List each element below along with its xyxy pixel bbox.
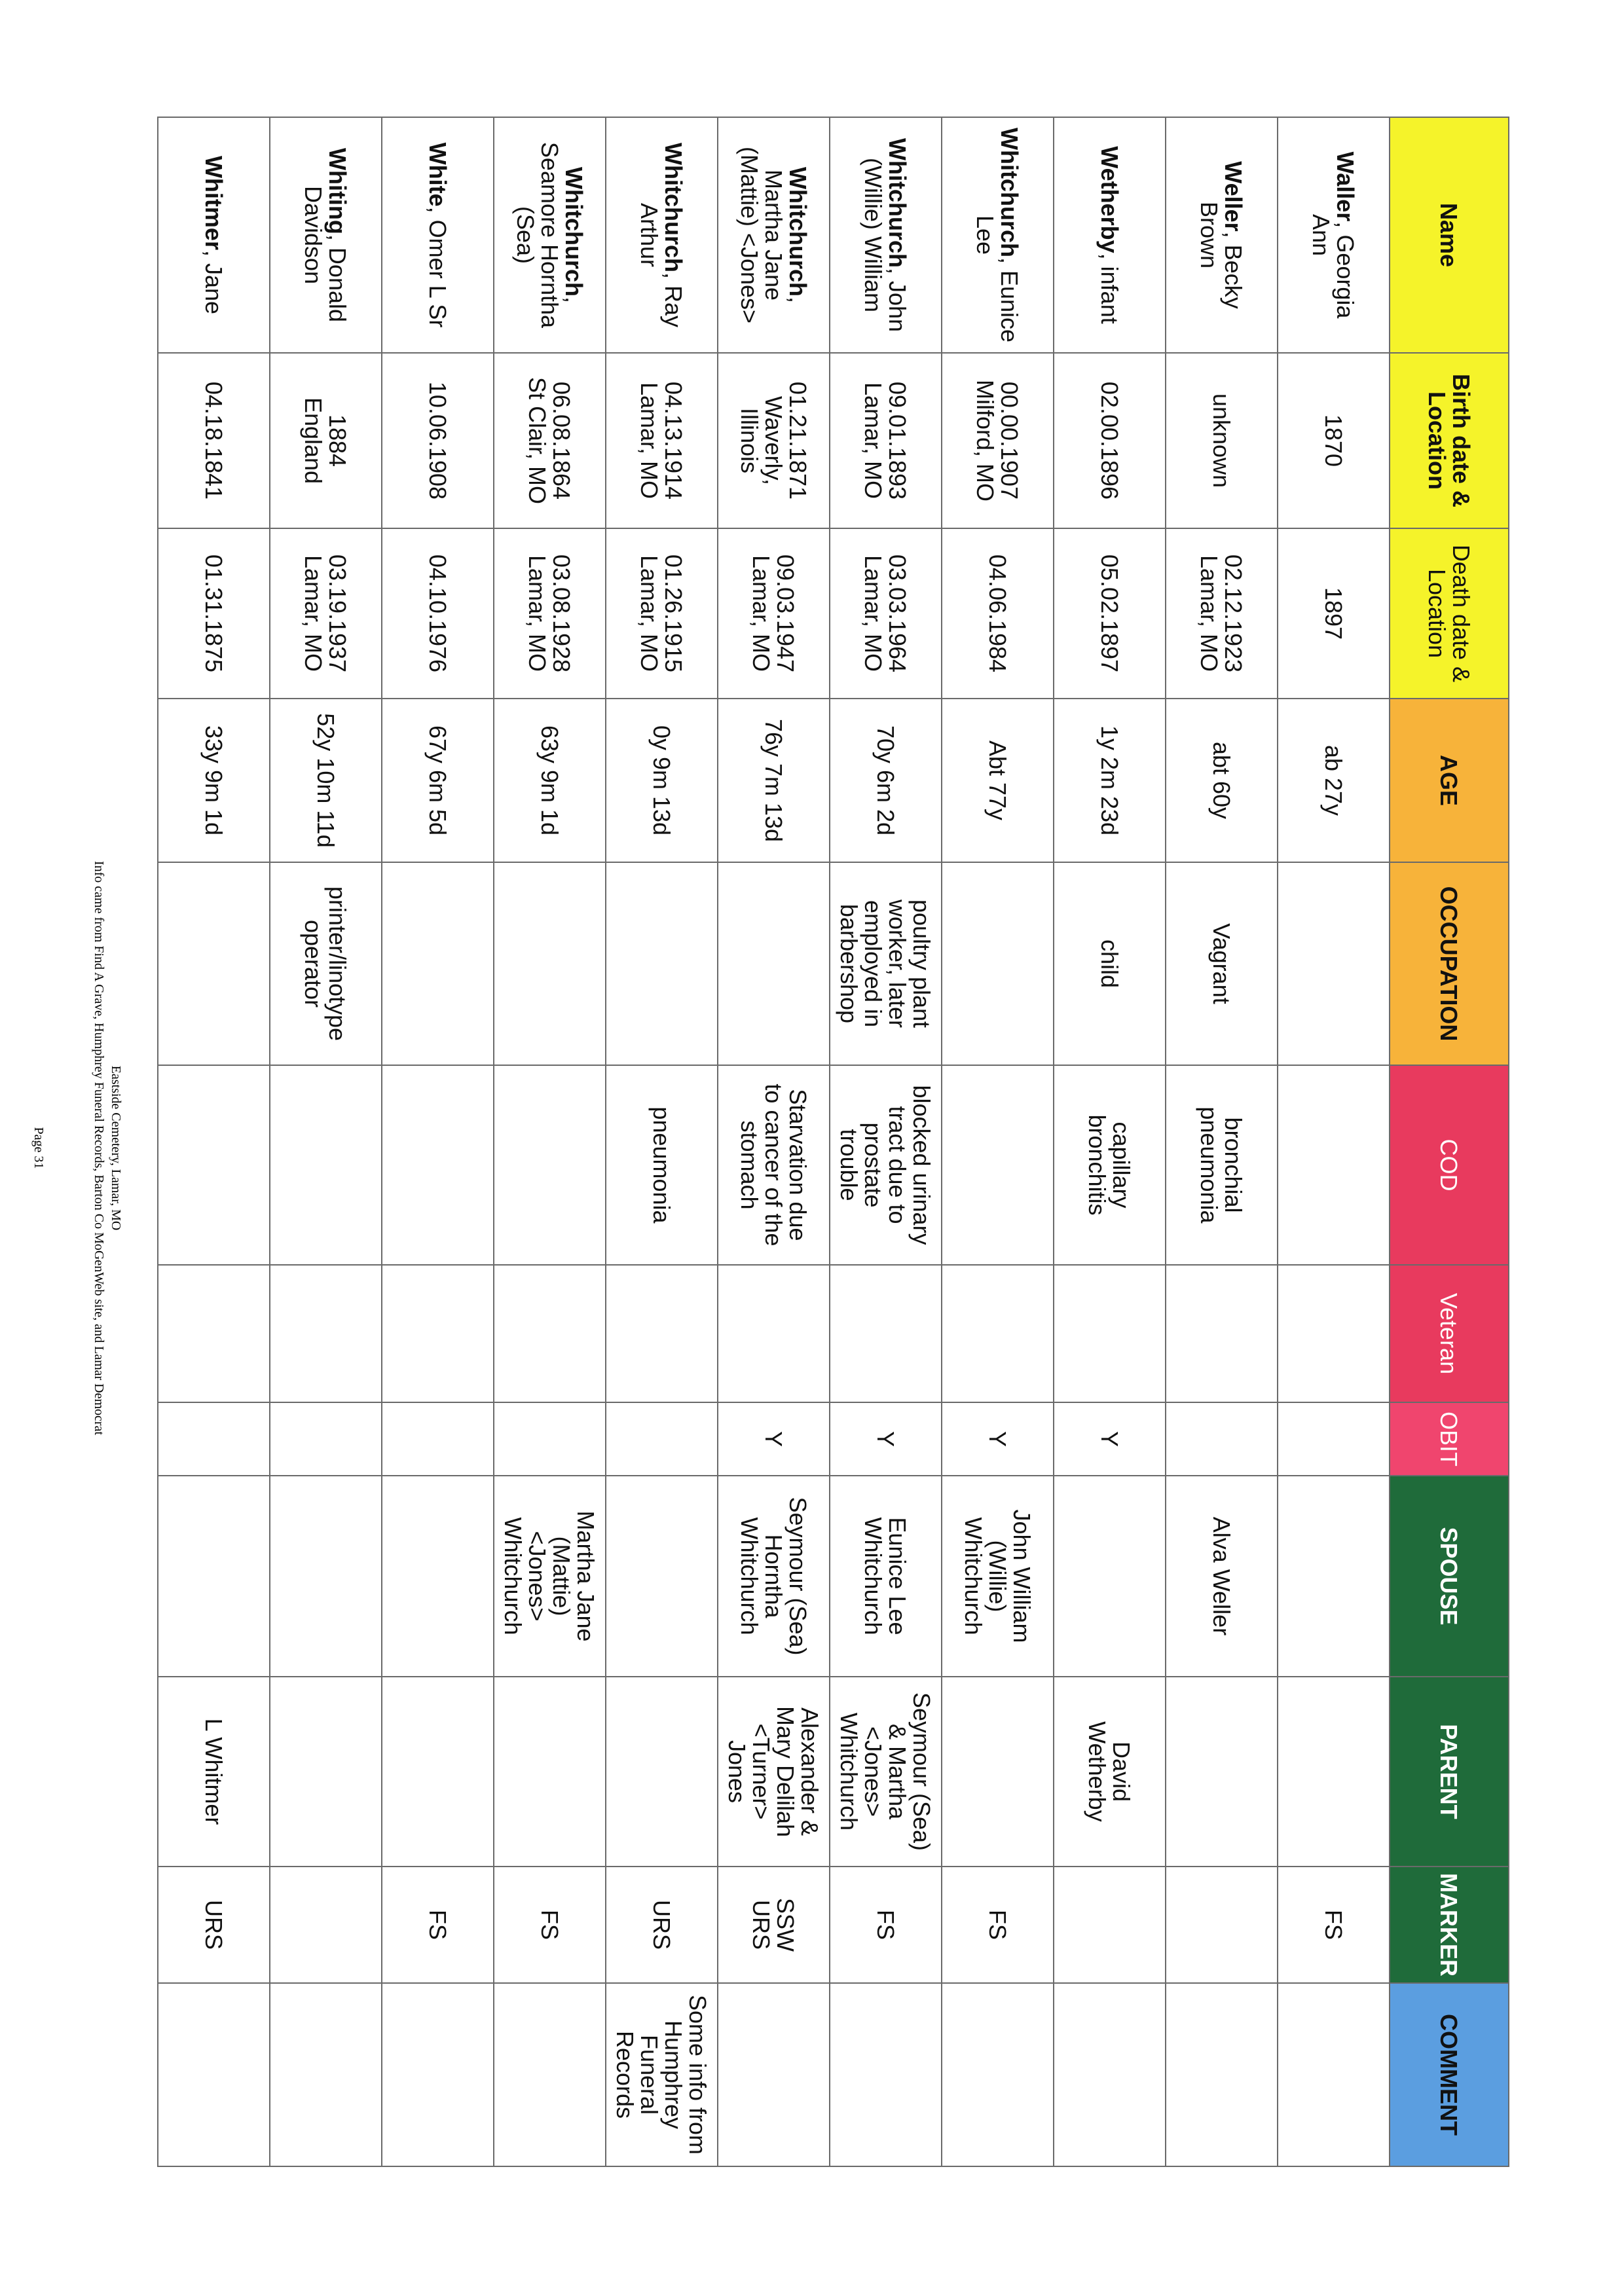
cod-cell bbox=[270, 1065, 382, 1265]
cod-cell: bronchial pneumonia bbox=[1166, 1065, 1278, 1265]
name-cell bbox=[158, 117, 270, 353]
occupation-cell: poultry plant worker, later employed in barbershop bbox=[830, 862, 942, 1065]
comment-cell bbox=[382, 1983, 494, 2166]
birth-cell: unknown bbox=[1166, 353, 1278, 528]
obit-cell bbox=[1166, 1402, 1278, 1476]
burial-records-table bbox=[157, 117, 1509, 2167]
surname: Weller bbox=[1220, 161, 1247, 232]
col-marker: MARKER bbox=[1390, 1867, 1509, 1983]
marker-cell: FS bbox=[382, 1867, 494, 1983]
surname: Whitchurch bbox=[784, 167, 811, 297]
veteran-cell bbox=[494, 1265, 606, 1402]
occupation-cell bbox=[158, 862, 270, 1065]
table-row bbox=[494, 117, 606, 2166]
table-row bbox=[382, 117, 494, 2166]
occupation-cell: printer/linotype operator bbox=[270, 862, 382, 1065]
veteran-cell bbox=[1278, 1265, 1390, 1402]
death-cell: 05.02.1897 bbox=[1054, 528, 1166, 699]
marker-cell: FS bbox=[830, 1867, 942, 1983]
surname: Whiting bbox=[324, 147, 352, 234]
obit-cell bbox=[494, 1402, 606, 1476]
table-body bbox=[158, 117, 1390, 2166]
veteran-cell bbox=[270, 1265, 382, 1402]
given-name: , Omer L Sr bbox=[424, 206, 451, 328]
veteran-cell bbox=[1054, 1265, 1166, 1402]
occupation-cell: Vagrant bbox=[1166, 862, 1278, 1065]
col-death: Death date & Location bbox=[1390, 528, 1509, 699]
comment-cell bbox=[1166, 1983, 1278, 2166]
death-cell: 03.19.1937 Lamar, MO bbox=[270, 528, 382, 699]
parent-cell bbox=[270, 1677, 382, 1867]
obit-cell: Y bbox=[718, 1402, 830, 1476]
birth-cell: 1884 England bbox=[270, 353, 382, 528]
birth-cell: 04.18.1841 bbox=[158, 353, 270, 528]
cod-cell: capillary bronchitis bbox=[1054, 1065, 1166, 1265]
spouse-cell bbox=[382, 1476, 494, 1677]
given-name: , John (Willie) William bbox=[860, 158, 912, 333]
veteran-cell bbox=[1166, 1265, 1278, 1402]
marker-cell: FS bbox=[1278, 1867, 1390, 1983]
obit-cell: Y bbox=[830, 1402, 942, 1476]
col-cod: COD bbox=[1390, 1065, 1509, 1265]
surname: Wetherby bbox=[1096, 146, 1123, 253]
surname: Whitchurch bbox=[996, 127, 1024, 257]
comment-cell bbox=[1054, 1983, 1166, 2166]
marker-cell: URS bbox=[158, 1867, 270, 1983]
col-comment: COMMENT bbox=[1390, 1983, 1509, 2166]
death-cell: 04.10.1976 bbox=[382, 528, 494, 699]
birth-cell: 1870 bbox=[1278, 353, 1390, 528]
header-row bbox=[1390, 117, 1509, 2166]
spouse-cell bbox=[270, 1476, 382, 1677]
parent-cell bbox=[1278, 1677, 1390, 1867]
death-cell: 03.03.1964 Lamar, MO bbox=[830, 528, 942, 699]
col-obit: OBIT bbox=[1390, 1402, 1509, 1476]
marker-cell bbox=[1166, 1867, 1278, 1983]
death-cell: 02.12.1923 Lamar, MO bbox=[1166, 528, 1278, 699]
age-cell: 52y 10m 11d bbox=[270, 699, 382, 862]
occupation-cell bbox=[718, 862, 830, 1065]
comment-cell bbox=[158, 1983, 270, 2166]
cod-cell: Starvation due to cancer of the stomach bbox=[718, 1065, 830, 1265]
age-cell: abt 60y bbox=[1166, 699, 1278, 862]
age-cell: 67y 6m 5d bbox=[382, 699, 494, 862]
occupation-cell bbox=[1278, 862, 1390, 1065]
obit-cell: Y bbox=[942, 1402, 1054, 1476]
spouse-cell: Martha Jane (Mattie) <Jones> Whitchurch bbox=[494, 1476, 606, 1677]
marker-cell bbox=[270, 1867, 382, 1983]
veteran-cell bbox=[382, 1265, 494, 1402]
spouse-cell bbox=[1054, 1476, 1166, 1677]
table-row bbox=[606, 117, 718, 2166]
occupation-cell bbox=[494, 862, 606, 1065]
birth-cell: 09.01.1893 Lamar, MO bbox=[830, 353, 942, 528]
age-cell: 33y 9m 1d bbox=[158, 699, 270, 862]
birth-cell: 02.00.1896 bbox=[1054, 353, 1166, 528]
cod-cell bbox=[942, 1065, 1054, 1265]
col-veteran: Veteran bbox=[1390, 1265, 1509, 1402]
parent-cell bbox=[606, 1677, 718, 1867]
header-title: Eastside Cemetery, Lamar, MO bbox=[109, 1065, 123, 1231]
surname: Waller bbox=[1332, 151, 1359, 222]
comment-cell: Some info from Humphrey Funeral Records bbox=[606, 1983, 718, 2166]
parent-cell bbox=[382, 1677, 494, 1867]
death-cell: 1897 bbox=[1278, 528, 1390, 699]
cod-cell bbox=[382, 1065, 494, 1265]
name-cell bbox=[942, 117, 1054, 353]
marker-cell: SSW URS bbox=[718, 1867, 830, 1983]
birth-cell: 06.08.1864 St Clair, MO bbox=[494, 353, 606, 528]
parent-cell bbox=[942, 1677, 1054, 1867]
page-number: Page 31 bbox=[31, 1127, 46, 1169]
col-occupation: OCCUPATION bbox=[1390, 862, 1509, 1065]
surname: Whitchurch bbox=[561, 167, 587, 297]
name-cell bbox=[830, 117, 942, 353]
spouse-cell: John William (Willie) Whitchurch bbox=[942, 1476, 1054, 1677]
parent-cell: Alexander & Mary Delilah <Turner> Jones bbox=[718, 1677, 830, 1867]
spouse-cell: Alva Weller bbox=[1166, 1476, 1278, 1677]
given-name: , Eunice Lee bbox=[972, 215, 1024, 343]
birth-cell: 10.06.1908 bbox=[382, 353, 494, 528]
comment-cell bbox=[494, 1983, 606, 2166]
parent-cell bbox=[1166, 1677, 1278, 1867]
marker-cell: FS bbox=[494, 1867, 606, 1983]
veteran-cell bbox=[718, 1265, 830, 1402]
given-name: , Ray Arthur bbox=[636, 202, 688, 327]
name-cell bbox=[606, 117, 718, 353]
death-cell: 04.06.1984 bbox=[942, 528, 1054, 699]
col-birth: Birth date & Location bbox=[1390, 353, 1509, 528]
given-name: , Donald Davidson bbox=[300, 185, 352, 323]
age-cell: 76y 7m 13d bbox=[718, 699, 830, 862]
death-cell: 03.08.1928 Lamar, MO bbox=[494, 528, 606, 699]
name-cell bbox=[718, 117, 830, 353]
given-name: , Georgia Ann bbox=[1308, 213, 1359, 319]
table-row bbox=[942, 117, 1054, 2166]
surname: Whitmer bbox=[200, 155, 227, 250]
table-row bbox=[270, 117, 382, 2166]
age-cell: 63y 9m 1d bbox=[494, 699, 606, 862]
age-cell: 70y 6m 2d bbox=[830, 699, 942, 862]
comment-cell bbox=[942, 1983, 1054, 2166]
occupation-cell bbox=[942, 862, 1054, 1065]
parent-cell: L Whitmer bbox=[158, 1677, 270, 1867]
birth-cell: 04.13.1914 Lamar, MO bbox=[606, 353, 718, 528]
given-name: , Becky Brown bbox=[1196, 201, 1247, 309]
birth-cell: 01.21.1871 Waverly, Illinois bbox=[718, 353, 830, 528]
header-sources: Info came from Find A Grave, Humphrey Funeral Records, Barton Co MoGenWeb site, and Lamar Democrat bbox=[92, 860, 106, 1436]
col-age: AGE bbox=[1390, 699, 1509, 862]
cod-cell: pneumonia bbox=[606, 1065, 718, 1265]
death-cell: 01.26.1915 Lamar, MO bbox=[606, 528, 718, 699]
age-cell: 0y 9m 13d bbox=[606, 699, 718, 862]
table-row bbox=[1278, 117, 1390, 2166]
obit-cell: Y bbox=[1054, 1402, 1166, 1476]
col-name: Name bbox=[1390, 117, 1509, 353]
spouse-cell bbox=[606, 1476, 718, 1677]
comment-cell bbox=[830, 1983, 942, 2166]
age-cell: 1y 2m 23d bbox=[1054, 699, 1166, 862]
cod-cell bbox=[494, 1065, 606, 1265]
table-row bbox=[158, 117, 270, 2166]
parent-cell: David Wetherby bbox=[1054, 1677, 1166, 1867]
comment-cell bbox=[270, 1983, 382, 2166]
table-row bbox=[1054, 117, 1166, 2166]
parent-cell: Seymour (Sea) & Martha <Jones> Whitchurch bbox=[830, 1677, 942, 1867]
veteran-cell bbox=[158, 1265, 270, 1402]
obit-cell bbox=[382, 1402, 494, 1476]
given-name: , Martha Jane (Mattie) <Jones> bbox=[736, 146, 811, 324]
parent-cell bbox=[494, 1677, 606, 1867]
col-spouse: SPOUSE bbox=[1390, 1476, 1509, 1677]
given-name: , Jane bbox=[200, 249, 227, 315]
veteran-cell bbox=[606, 1265, 718, 1402]
given-name: , infant bbox=[1096, 253, 1123, 324]
birth-cell: 00.00.1907 Milford, MO bbox=[942, 353, 1054, 528]
obit-cell bbox=[270, 1402, 382, 1476]
spouse-cell bbox=[158, 1476, 270, 1677]
spouse-cell bbox=[1278, 1476, 1390, 1677]
obit-cell bbox=[158, 1402, 270, 1476]
occupation-cell bbox=[382, 862, 494, 1065]
comment-cell bbox=[1278, 1983, 1390, 2166]
age-cell: Abt 77y bbox=[942, 699, 1054, 862]
veteran-cell bbox=[942, 1265, 1054, 1402]
name-cell bbox=[1278, 117, 1390, 353]
occupation-cell: child bbox=[1054, 862, 1166, 1065]
marker-cell: FS bbox=[942, 1867, 1054, 1983]
death-cell: 09.03.1947 Lamar, MO bbox=[718, 528, 830, 699]
name-cell bbox=[1166, 117, 1278, 353]
name-cell bbox=[1054, 117, 1166, 353]
name-cell bbox=[382, 117, 494, 353]
occupation-cell bbox=[606, 862, 718, 1065]
cod-cell bbox=[1278, 1065, 1390, 1265]
death-cell: 01.31.1875 bbox=[158, 528, 270, 699]
cod-cell bbox=[158, 1065, 270, 1265]
table-row bbox=[830, 117, 942, 2166]
surname: White bbox=[424, 142, 451, 207]
given-name: , Seamore Horntha (Sea) bbox=[512, 141, 587, 329]
table-row bbox=[1166, 117, 1278, 2166]
cod-cell: blocked urinary tract due to prostate trouble bbox=[830, 1065, 942, 1265]
obit-cell bbox=[1278, 1402, 1390, 1476]
col-parent: PARENT bbox=[1390, 1677, 1509, 1867]
comment-cell bbox=[718, 1983, 830, 2166]
marker-cell bbox=[1054, 1867, 1166, 1983]
veteran-cell bbox=[830, 1265, 942, 1402]
spouse-cell: Eunice Lee Whitchurch bbox=[830, 1476, 942, 1677]
age-cell: ab 27y bbox=[1278, 699, 1390, 862]
name-cell bbox=[494, 117, 606, 353]
obit-cell bbox=[606, 1402, 718, 1476]
spouse-cell: Seymour (Sea) Horntha Whitchurch bbox=[718, 1476, 830, 1677]
table-row bbox=[718, 117, 830, 2166]
marker-cell: URS bbox=[606, 1867, 718, 1983]
surname: Whitchurch bbox=[660, 142, 688, 272]
surname: Whitchurch bbox=[884, 137, 912, 268]
page-header bbox=[90, 0, 124, 2296]
name-cell bbox=[270, 117, 382, 353]
